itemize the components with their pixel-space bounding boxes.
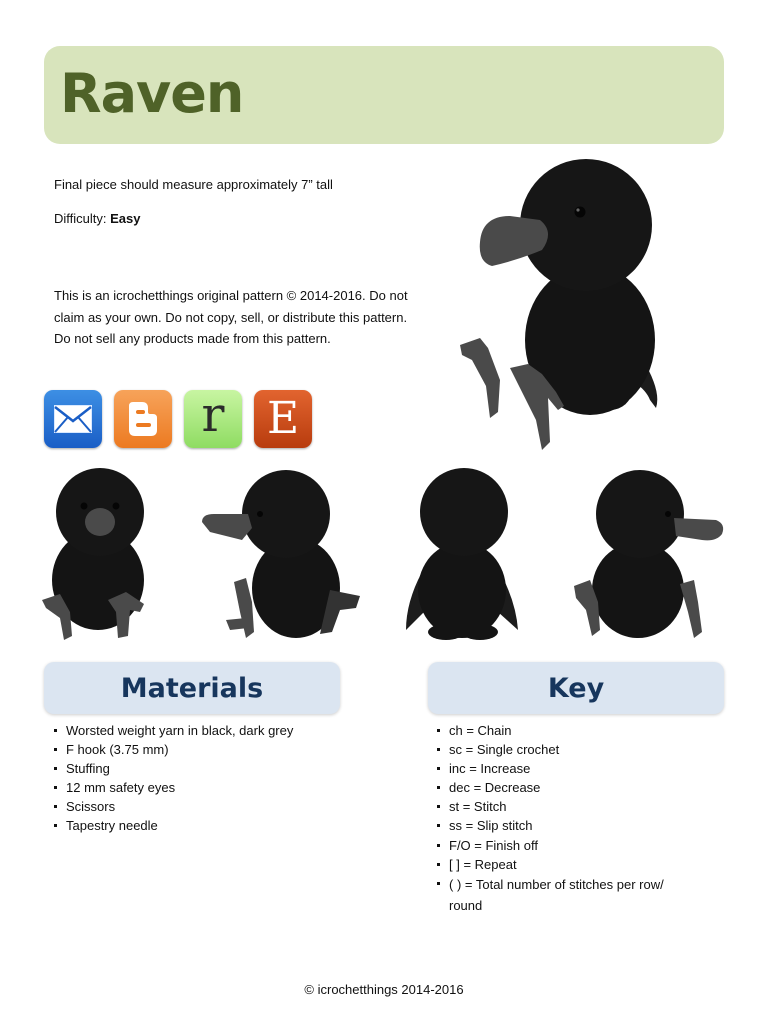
list-item: [ ] = Repeat (437, 855, 729, 874)
list-item: Worsted weight yarn in black, dark grey (54, 721, 293, 740)
list-item: F hook (3.75 mm) (54, 740, 293, 759)
materials-heading: Materials (120, 672, 264, 704)
list-item: st = Stitch (437, 797, 729, 816)
key-heading: Key (547, 672, 605, 704)
difficulty-line (54, 211, 140, 226)
list-item: dec = Decrease (437, 778, 729, 797)
list-item: Scissors (54, 797, 293, 816)
etsy-icon: E (266, 393, 300, 444)
list-item: ch = Chain (437, 721, 729, 740)
title-banner (44, 46, 724, 144)
list-item: Tapestry needle (54, 816, 293, 835)
list-item: ( ) = Total number of stitches per row/ round (437, 874, 699, 916)
raven-figure (406, 468, 518, 640)
ravelry-share-button[interactable] (184, 387, 242, 448)
raven-figure (574, 470, 723, 638)
key-heading-banner (428, 662, 724, 714)
blogger-share-button[interactable] (114, 390, 172, 448)
list-item: 12 mm safety eyes (54, 778, 293, 797)
footer-copyright: © icrochetthings 2014-2016 (304, 982, 464, 997)
list-item: inc = Increase (437, 759, 729, 778)
size-note: Final piece should measure approximately 7” tall (54, 177, 333, 192)
materials-list (54, 721, 293, 836)
raven-left-side-view (200, 462, 362, 644)
raven-main-photo (450, 150, 670, 455)
raven-front-view (38, 462, 150, 644)
list-item: F/O = Finish off (437, 836, 729, 855)
copyright-notice: This is an icrochetthings original pattern © 2014-2016. Do not claim as your own. Do not copy, sell, or distribute this pattern. Do not sell any products made from this pattern. (54, 288, 408, 346)
raven-back-view (400, 462, 522, 644)
difficulty-value: Easy (110, 211, 141, 226)
email-share-button[interactable] (44, 390, 102, 448)
envelope-icon (53, 404, 93, 434)
difficulty-label: Difficulty: (54, 211, 111, 226)
blogger-icon (125, 400, 161, 438)
materials-heading-banner (44, 662, 340, 714)
list-item: Stuffing (54, 759, 293, 778)
raven-figure (202, 470, 360, 638)
raven-figure (42, 468, 144, 640)
raven-figure (460, 159, 657, 450)
list-item: sc = Single crochet (437, 740, 729, 759)
list-item: ss = Slip stitch (437, 816, 729, 835)
ravelry-icon: r (201, 387, 225, 443)
etsy-share-button[interactable] (254, 390, 312, 448)
page-title: Raven (60, 62, 244, 125)
raven-right-side-view (570, 462, 728, 644)
key-list (437, 721, 729, 916)
